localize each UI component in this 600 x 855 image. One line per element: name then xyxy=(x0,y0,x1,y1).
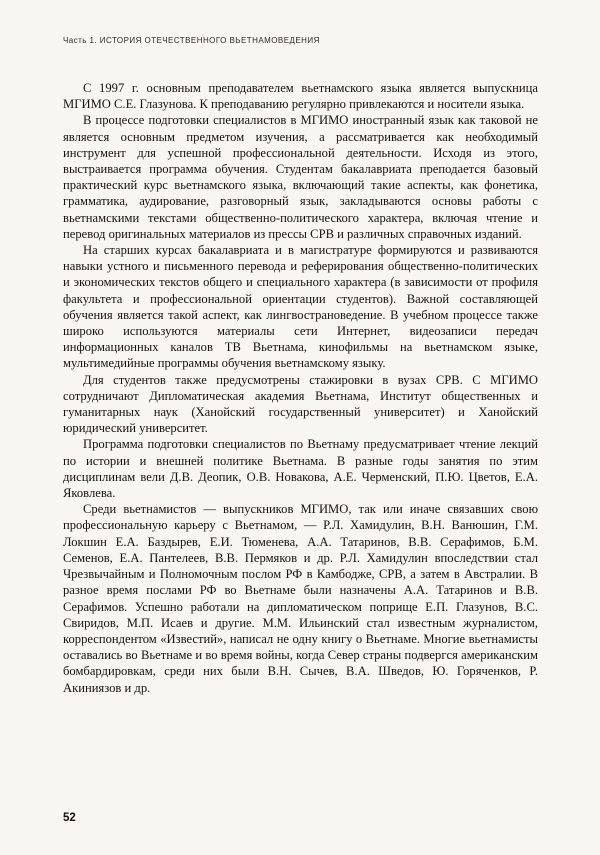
running-header: Часть 1. ИСТОРИЯ ОТЕЧЕСТВЕННОГО ВЬЕТНАМОВЕДЕНИЯ xyxy=(63,36,320,45)
paragraph-4: Для студентов также предусмотрены стажировки в вузах СРВ. С МГИМО сотрудничают Дипломатическая академия Вьетнама, Институт общественных и гуманитарных наук (Ханойский государственный университет) и Ханойский юридический университет. xyxy=(63,372,538,436)
paragraph-1: С 1997 г. основным преподавателем вьетнамского языка является выпускница МГИМО С.Е. Глазунова. К преподаванию регулярно привлекаются и носители языка. xyxy=(63,81,538,112)
paragraph-3: На старших курсах бакалавриата и в магистратуре формируются и развиваются навыки устного и письменного перевода и реферирования общественно-политических и экономических текстов общего и специального характера (в зависимости от профиля факультета и профессиональной ориентации студентов). Важной составляющей обучения является такой аспект, как лингвострановедение. В учебном процессе также широко используются материалы сети Интернет, видеозаписи передач информационных каналов ТВ Вьетнама, кинофильмы на вьетнамском языке, мультимедийные программы обучения вьетнамскому языку. xyxy=(63,243,538,371)
paragraph-2: В процессе подготовки специалистов в МГИМО иностранный язык как таковой не является основным предметом изучения, а рассматривается как необходимый инструмент для успешной профессиональной деятельности. Исходя из этого, выстраивается программа обучения. Студентам бакалавриата преподается базовый практический курс вьетнамского языка, включающий такие аспекты, как фонетика, грамматика, аудирование, разговорный язык, закладываются основы работы с вьетнамскими текстами общественно-политического характера, включая чтение и перевод оригинальных материалов из прессы СРВ и различных справочных изданий. xyxy=(63,113,538,241)
page-number: 52 xyxy=(63,812,76,824)
paragraph-5: Программа подготовки специалистов по Вьетнаму предусматривает чтение лекций по истории и внешней политике Вьетнама. В разные годы занятия по этим дисциплинам вели Д.В. Деопик, О.В. Новакова, А.Е. Черменский, П.Ю. Цветов, Е.А. Яковлева. xyxy=(63,437,538,501)
body-text xyxy=(63,80,538,696)
paragraph-6: Среди вьетнамистов — выпускников МГИМО, так или иначе связавших свою профессиональную карьеру с Вьетнамом, — Р.Л. Хамидулин, В.Н. Ванюшин, Г.М. Локшин Е.А. Баздырев, Е.И. Тюменева, А.А. Татаринов, В.В. Серафимов, Б.М. Семенов, Е.А. Пантелеев, В.В. Пермяков и др. Р.Л. Хамидулин впоследствии стал Чрезвычайным и Полномочным послом РФ в Камбодже, СРВ, а затем в Австралии. В разное время послами РФ во Вьетнаме были назначены А.А. Татаринов и В.В. Серафимов. Успешно работали на дипломатическом поприще Е.П. Глазунов, В.С. Свиридов, М.П. Исаев и другие. М.М. Ильинский стал известным журналистом, корреспондентом «Известий», написал не одну книгу о Вьетнаме. Многие вьетнамисты оставались во Вьетнаме и во время войны, когда Север страны подвергся американским бомбардировкам, среди них были В.Н. Сычев, В.А. Шведов, Ю. Горяченков, Р. Акиниязов и др. xyxy=(63,502,538,695)
